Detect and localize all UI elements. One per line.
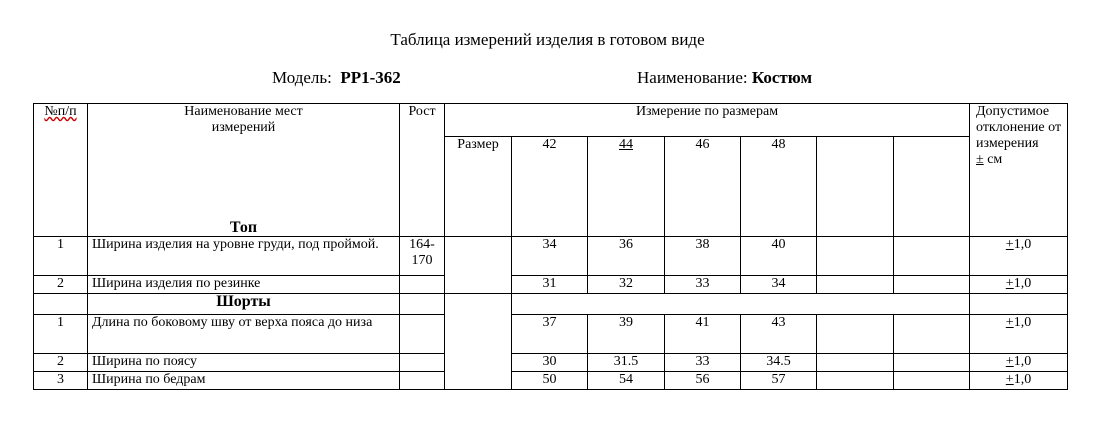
row-tolerance-value: 1,0 xyxy=(1013,315,1032,330)
header-place xyxy=(88,104,400,237)
row-height xyxy=(400,276,445,294)
header-tolerance-pm: ± xyxy=(976,152,984,167)
row-name: Ширина по поясу xyxy=(88,354,400,372)
table-row xyxy=(34,276,1068,294)
section-title-top: Топ xyxy=(229,219,258,236)
row-value: 34 xyxy=(512,237,588,276)
row-num: 1 xyxy=(34,237,88,276)
row-tolerance xyxy=(970,372,1068,390)
row-value: 31.5 xyxy=(588,354,665,372)
table-row xyxy=(34,354,1068,372)
size-cell: 42 xyxy=(512,137,588,237)
row-value xyxy=(817,372,894,390)
table-header-row xyxy=(34,104,1068,137)
size-cell xyxy=(817,137,894,237)
row-value: 38 xyxy=(665,237,741,276)
header-tolerance xyxy=(970,104,1068,237)
section-title-shorts: Шорты xyxy=(88,294,400,315)
row-value xyxy=(894,276,970,294)
model-line xyxy=(272,68,401,88)
row-value: 33 xyxy=(665,276,741,294)
row-value xyxy=(894,237,970,276)
model-label: Модель: xyxy=(272,68,332,87)
header-tolerance-unit: см xyxy=(983,152,1003,167)
row-tolerance-value: 1,0 xyxy=(1013,237,1032,252)
row-value: 57 xyxy=(741,372,817,390)
row-value: 43 xyxy=(741,315,817,354)
row-num: 2 xyxy=(34,276,88,294)
row-value: 30 xyxy=(512,354,588,372)
row-size-empty xyxy=(445,294,512,390)
row-value: 40 xyxy=(741,237,817,276)
row-tolerance-sign: + xyxy=(1005,315,1014,330)
header-measure: Измерение по размерам xyxy=(445,104,970,137)
row-height xyxy=(400,315,445,354)
row-tolerance xyxy=(970,237,1068,276)
row-tolerance-sign: + xyxy=(1005,276,1014,291)
section-row xyxy=(34,294,1068,315)
row-tolerance-sign: + xyxy=(1005,237,1014,252)
item-name-value: Костюм xyxy=(751,68,813,87)
row-value: 37 xyxy=(512,315,588,354)
header-num: №п/п xyxy=(34,104,88,237)
row-tolerance-sign: + xyxy=(1005,372,1014,387)
table-row xyxy=(34,237,1068,276)
row-tolerance-value: 1,0 xyxy=(1013,276,1032,291)
row-value: 41 xyxy=(665,315,741,354)
row-value: 36 xyxy=(588,237,665,276)
row-value: 34.5 xyxy=(741,354,817,372)
row-name: Ширина изделия на уровне груди, под проймой. xyxy=(88,237,400,276)
row-tolerance-value: 1,0 xyxy=(1013,354,1032,369)
row-tolerance xyxy=(970,315,1068,354)
measurement-table xyxy=(33,103,1068,390)
row-value: 39 xyxy=(588,315,665,354)
size-cell: 46 xyxy=(665,137,741,237)
row-value xyxy=(894,372,970,390)
size-cell: 44 xyxy=(588,137,665,237)
item-name-line xyxy=(637,68,812,88)
size-cell xyxy=(894,137,970,237)
row-value xyxy=(894,315,970,354)
header-height: Рост xyxy=(400,104,445,237)
row-value: 32 xyxy=(588,276,665,294)
section-values-empty xyxy=(512,294,970,315)
row-height: 164-170 xyxy=(400,237,445,276)
row-value: 33 xyxy=(665,354,741,372)
section-tolerance-empty xyxy=(970,294,1068,315)
document-title: Таблица измерений изделия в готовом виде xyxy=(390,30,705,49)
row-value: 34 xyxy=(741,276,817,294)
measurement-table-body xyxy=(34,104,1068,390)
row-value xyxy=(817,276,894,294)
table-row xyxy=(34,315,1068,354)
model-value: PP1-362 xyxy=(340,68,401,87)
header-place-label: Наименование мест измерений xyxy=(184,104,303,135)
row-name: Ширина по бедрам xyxy=(88,372,400,390)
row-tolerance xyxy=(970,354,1068,372)
header-tolerance-label: Допустимое отклонение от измерения xyxy=(976,104,1062,151)
header-size-label: Размер xyxy=(445,137,512,237)
row-name: Длина по боковому шву от верха пояса до низа xyxy=(88,315,400,354)
row-num: 2 xyxy=(34,354,88,372)
row-value: 50 xyxy=(512,372,588,390)
row-value xyxy=(894,354,970,372)
row-value xyxy=(817,354,894,372)
section-num-empty xyxy=(34,294,88,315)
size-cell: 48 xyxy=(741,137,817,237)
row-num: 1 xyxy=(34,315,88,354)
row-value xyxy=(817,315,894,354)
row-value: 31 xyxy=(512,276,588,294)
row-value xyxy=(817,237,894,276)
row-num: 3 xyxy=(34,372,88,390)
row-height xyxy=(400,372,445,390)
item-name-label: Наименование: xyxy=(637,68,748,87)
row-name: Ширина изделия по резинке xyxy=(88,276,400,294)
row-tolerance-sign: + xyxy=(1005,354,1014,369)
row-height xyxy=(400,354,445,372)
section-height-empty xyxy=(400,294,445,315)
row-tolerance xyxy=(970,276,1068,294)
table-row xyxy=(34,372,1068,390)
row-tolerance-value: 1,0 xyxy=(1013,372,1032,387)
row-value: 56 xyxy=(665,372,741,390)
row-size-empty xyxy=(445,237,512,294)
row-value: 54 xyxy=(588,372,665,390)
